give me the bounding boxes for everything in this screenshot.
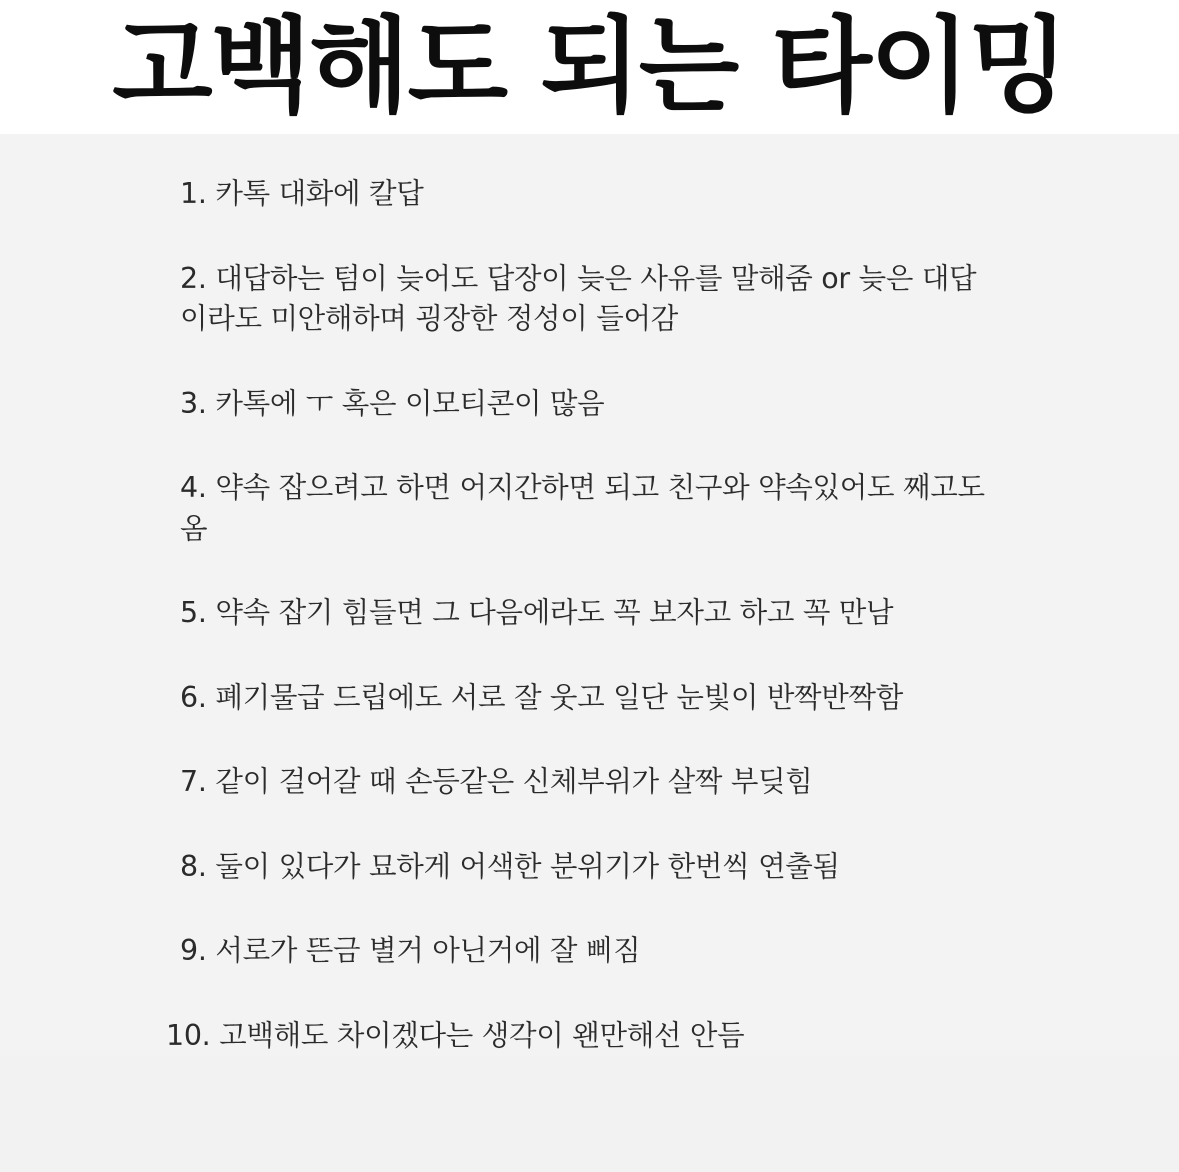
list-item: 7. 같이 걸어갈 때 손등같은 신체부위가 살짝 부딪힘 <box>180 765 813 799</box>
list-item: 8. 둘이 있다가 묘하게 어색한 분위기가 한번씩 연출됨 <box>180 849 840 883</box>
page-title: 고백해도 되는 타이밍 <box>112 5 1067 127</box>
list-item: 5. 약속 잡기 힘들면 그 다음에라도 꼭 보자고 하고 꼭 만남 <box>180 596 894 630</box>
list-item: 10. 고백해도 차이겠다는 생각이 왠만해선 안듬 <box>166 1018 745 1052</box>
list-item: 2. 대답하는 텀이 늦어도 답장이 늦은 사유를 말해줌 or 늦은 대답이라도 미안해하며 굉장한 정성이 들어감 <box>180 261 977 336</box>
title-banner <box>0 0 1179 134</box>
list-container <box>0 134 1179 1056</box>
list-item: 1. 카톡 대화에 칼답 <box>180 177 424 211</box>
list-item: 4. 약속 잡으려고 하면 어지간하면 되고 친구와 약속있어도 째고도 옴 <box>180 471 985 545</box>
list-item: 3. 카톡에 ㅜ 혹은 이모티콘이 많음 <box>180 386 605 420</box>
list-item: 6. 폐기물급 드립에도 서로 잘 웃고 일단 눈빛이 반짝반짝함 <box>180 680 903 714</box>
list-item: 9. 서로가 뜬금 별거 아닌거에 잘 삐짐 <box>180 934 641 968</box>
